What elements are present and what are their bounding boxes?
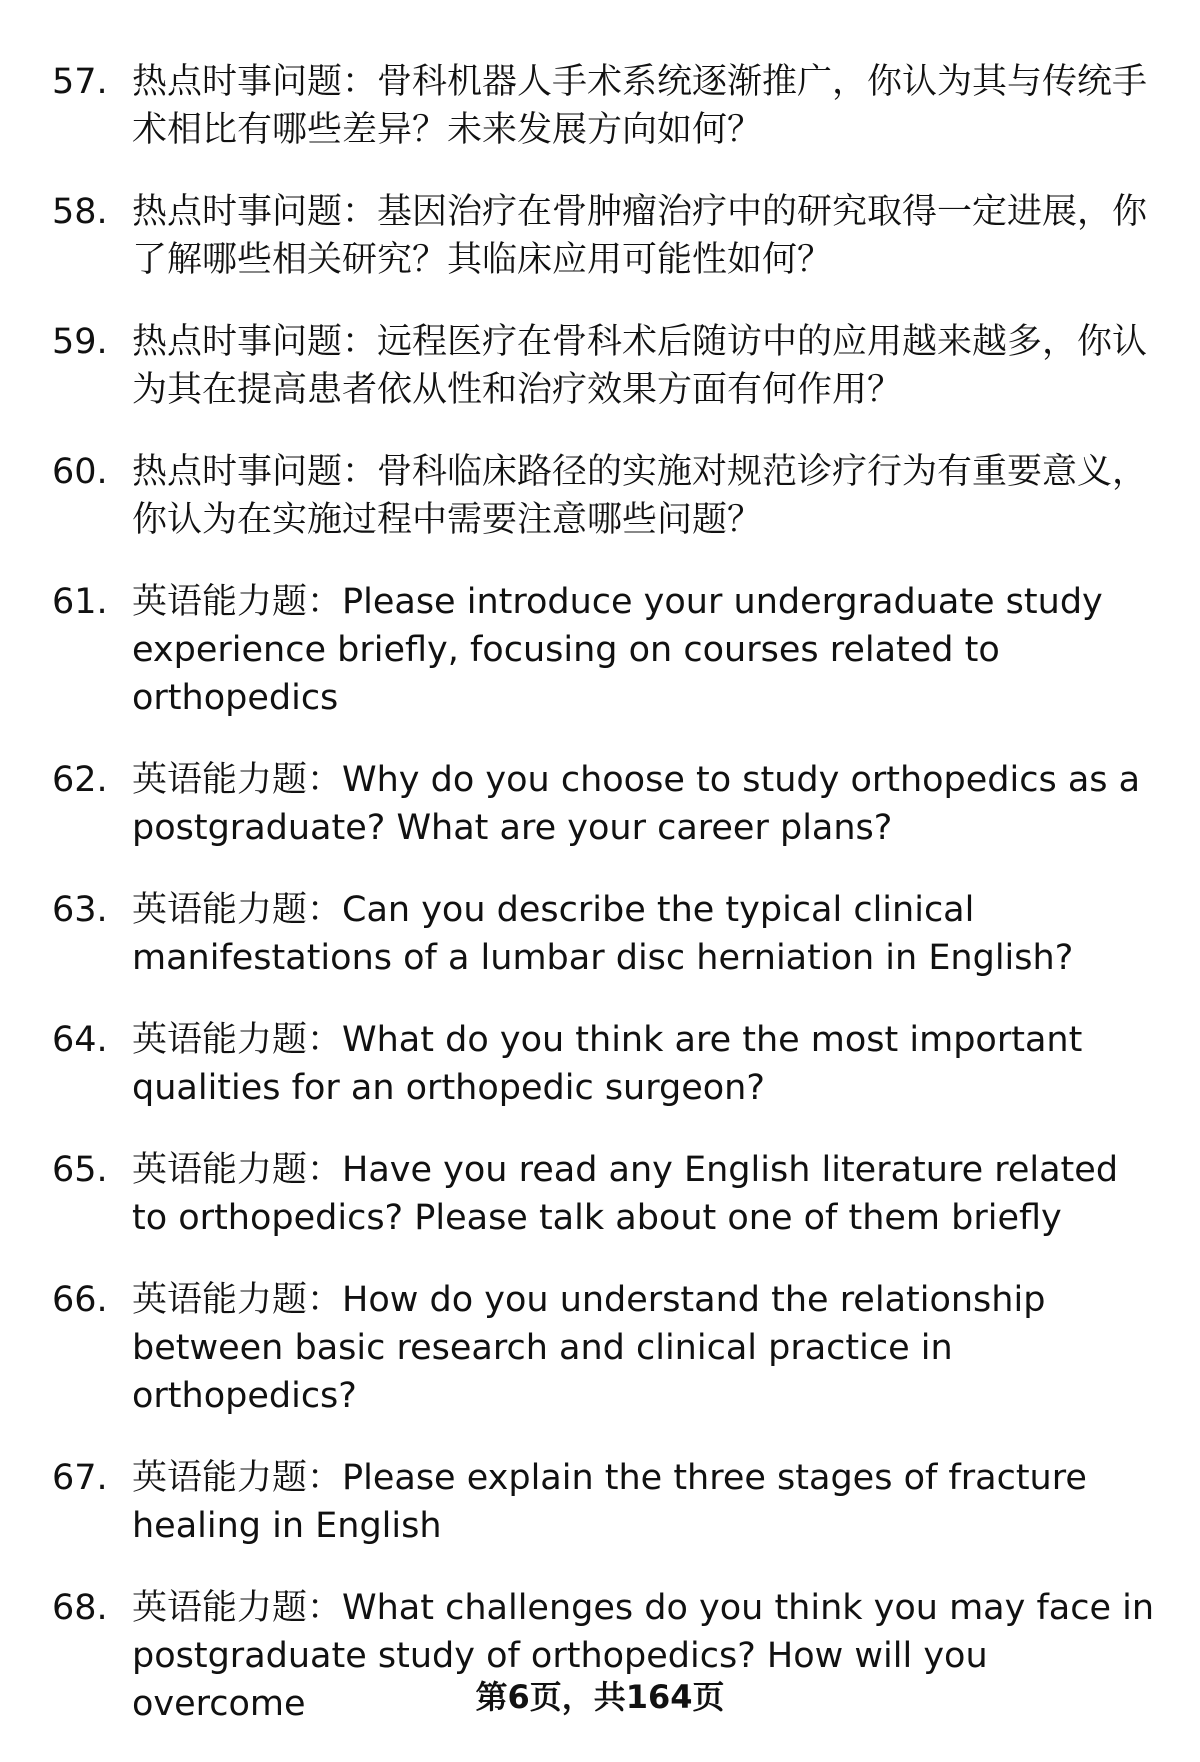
question-text: 远程医疗在骨科术后随访中的应用越来越多，你认为其在提高患者依从性和治疗效果方面有何作用？ (132, 322, 1148, 410)
question-category: 热点时事问题： (132, 62, 378, 102)
question-category: 英语能力题： (132, 1150, 343, 1190)
question-text: 基因治疗在骨肿瘤治疗中的研究取得一定进展，你了解哪些相关研究？其临床应用可能性如何？ (132, 192, 1148, 280)
question-text: 骨科机器人手术系统逐渐推广，你认为其与传统手术相比有哪些差异？未来发展方向如何？ (132, 62, 1148, 150)
question-text: What challenges do you think you may face in postgraduate study of orthopedics? How will you overcome (132, 1588, 1155, 1724)
question-list (52, 58, 1162, 1762)
question-number: 62. (52, 760, 108, 800)
question-text-block (132, 58, 1162, 154)
question-item (52, 188, 1162, 284)
question-category: 英语能力题： (132, 890, 343, 930)
question-number: 68. (52, 1588, 108, 1628)
question-number: 57. (52, 62, 108, 102)
question-item (52, 1276, 1162, 1420)
question-item (52, 1146, 1162, 1242)
question-text: Can you describe the typical clinical manifestations of a lumbar disc herniation in English? (132, 890, 1074, 978)
question-number: 60. (52, 452, 108, 492)
question-text-block (132, 318, 1162, 414)
question-item (52, 756, 1162, 852)
question-text-block (132, 188, 1162, 284)
question-number: 65. (52, 1150, 108, 1190)
question-text: 骨科临床路径的实施对规范诊疗行为有重要意义，你认为在实施过程中需要注意哪些问题？ (132, 452, 1148, 540)
question-item (52, 1016, 1162, 1112)
question-text-block (132, 1146, 1162, 1242)
question-category: 热点时事问题： (132, 192, 378, 232)
question-item (52, 886, 1162, 982)
question-text-block (132, 1016, 1162, 1112)
question-number: 67. (52, 1458, 108, 1498)
question-text: Why do you choose to study orthopedics as a postgraduate? What are your career plans? (132, 760, 1141, 848)
question-text-block (132, 1276, 1162, 1420)
question-text: Have you read any English literature related to orthopedics? Please talk about one of them briefly (132, 1150, 1119, 1238)
question-text: Please explain the three stages of fracture healing in English (132, 1458, 1087, 1546)
question-item (52, 578, 1162, 722)
question-category: 热点时事问题： (132, 322, 378, 362)
question-number: 66. (52, 1280, 108, 1320)
question-category: 英语能力题： (132, 582, 343, 622)
question-number: 63. (52, 890, 108, 930)
page-footer: 第6页，共164页 (475, 1678, 725, 1716)
question-item (52, 1454, 1162, 1550)
question-text-block (132, 1454, 1162, 1550)
question-category: 英语能力题： (132, 1280, 343, 1320)
question-number: 61. (52, 582, 108, 622)
question-text-block (132, 578, 1162, 722)
question-category: 英语能力题： (132, 1458, 343, 1498)
question-number: 58. (52, 192, 108, 232)
question-number: 59. (52, 322, 108, 362)
question-category: 热点时事问题： (132, 452, 378, 492)
question-category: 英语能力题： (132, 760, 343, 800)
question-number: 64. (52, 1020, 108, 1060)
question-text: What do you think are the most important qualities for an orthopedic surgeon? (132, 1020, 1083, 1108)
question-text-block (132, 756, 1162, 852)
question-item (52, 58, 1162, 154)
question-text-block (132, 448, 1162, 544)
question-text: Please introduce your undergraduate study experience briefly, focusing on courses related to orthopedics (132, 582, 1103, 718)
question-text: How do you understand the relationship between basic research and clinical practice in orthopedics? (132, 1280, 1046, 1416)
question-category: 英语能力题： (132, 1020, 343, 1060)
question-item (52, 448, 1162, 544)
question-item (52, 318, 1162, 414)
question-text-block (132, 886, 1162, 982)
question-category: 英语能力题： (132, 1588, 343, 1628)
